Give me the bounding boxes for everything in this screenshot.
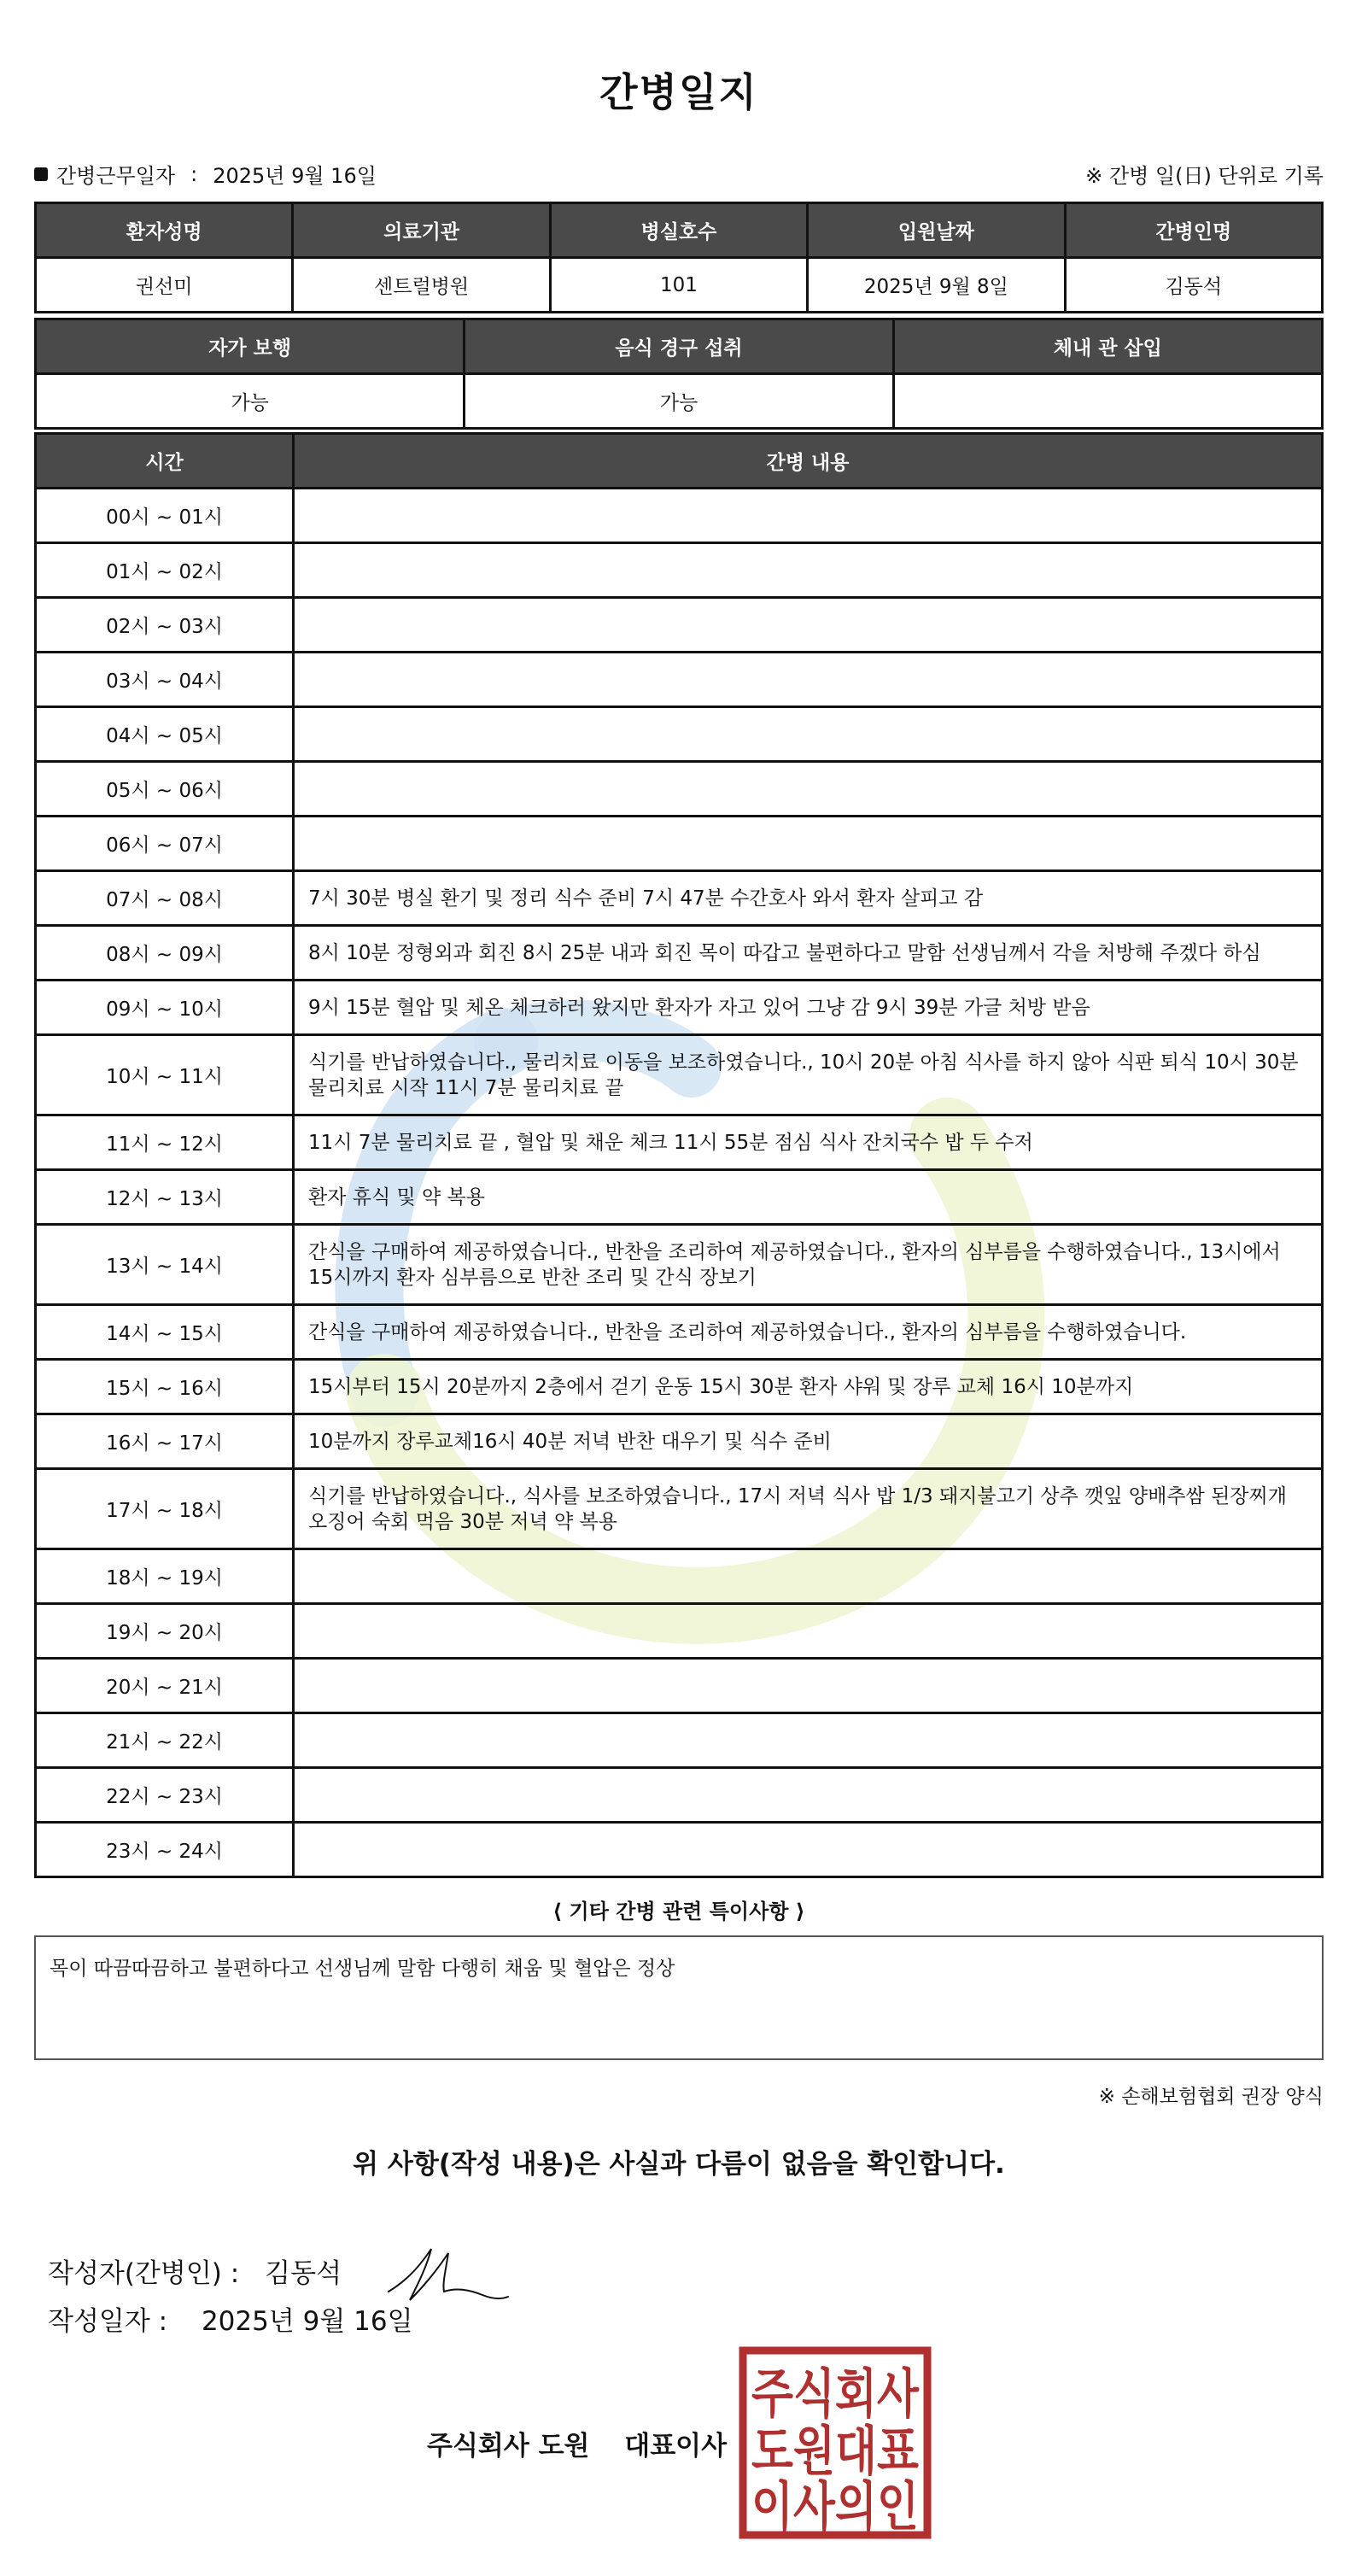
company-name: 주식회사 도원 <box>427 2431 590 2462</box>
table-row <box>36 762 1323 817</box>
care-content-cell <box>294 1659 1323 1713</box>
document-title: 간병일지 <box>599 69 758 115</box>
header-caregiver-name: 간병인명 <box>1065 203 1322 258</box>
care-content-cell <box>294 707 1323 762</box>
patient-status-table <box>34 318 1324 430</box>
header-time: 시간 <box>36 434 294 489</box>
care-content-cell: 식기를 반납하였습니다., 식사를 보조하였습니다., 17시 저녁 식사 밥 1/3 돼지불고기 상추 깻잎 양배추쌈 된장찌개 오징어 숙회 먹음 30분 저녁 약 복용 <box>294 1469 1323 1549</box>
work-date-value: 2025년 9월 16일 <box>213 164 377 188</box>
table-row <box>36 1170 1323 1225</box>
time-cell: 06시 ~ 07시 <box>36 817 294 871</box>
table-row <box>36 707 1323 762</box>
care-content-cell <box>294 1549 1323 1604</box>
care-content-cell <box>294 762 1323 817</box>
time-cell: 16시 ~ 17시 <box>36 1414 294 1469</box>
seal-line-1: 주식회사 <box>751 2362 920 2425</box>
care-content-cell: 식기를 반납하였습니다., 물리치료 이동을 보조하였습니다., 10시 20분 아침 식사를 하지 않아 식판 퇴식 10시 30분 물리치료 시작 11시 7분 물리치료 끝 <box>294 1035 1323 1115</box>
care-content-cell: 15시부터 15시 20분까지 2층에서 걷기 운동 15시 30분 환자 샤워 및 장루 교체 16시 10분까지 <box>294 1360 1323 1414</box>
table-row <box>36 1305 1323 1360</box>
header-room-number: 병실호수 <box>550 203 807 258</box>
care-content-cell: 11시 7분 물리치료 끝 , 혈압 및 채운 체크 11시 55분 점심 식사 잔치국수 밥 두 수저 <box>294 1115 1323 1170</box>
written-date-line <box>48 2299 413 2338</box>
time-cell: 07시 ~ 08시 <box>36 871 294 926</box>
care-content-cell <box>294 489 1323 543</box>
room-number-value: 101 <box>550 258 807 313</box>
self-walking-value: 가능 <box>36 374 465 429</box>
written-date-value: 2025년 9월 16일 <box>201 2306 413 2337</box>
care-content-cell: 간식을 구매하여 제공하였습니다., 반찬을 조리하여 제공하였습니다., 환자의 심부름을 수행하였습니다. <box>294 1305 1323 1360</box>
care-content-cell: 환자 휴식 및 약 복용 <box>294 1170 1323 1225</box>
care-content-cell <box>294 1713 1323 1768</box>
time-cell: 10시 ~ 11시 <box>36 1035 294 1115</box>
time-cell: 03시 ~ 04시 <box>36 653 294 707</box>
company-line <box>427 2424 727 2462</box>
patient-name-value: 권선미 <box>36 258 293 313</box>
table-row <box>36 543 1323 598</box>
company-seal-stamp <box>738 2345 932 2540</box>
table-row <box>36 1823 1323 1877</box>
daily-record-note: ※ 간병 일(日) 단위로 기록 <box>1085 164 1324 188</box>
table-row <box>36 1768 1323 1823</box>
remarks-box: 목이 따끔따끔하고 불편하다고 선생님께 말함 다행히 채움 및 혈압은 정상 <box>34 1935 1324 2060</box>
table-row <box>36 817 1323 871</box>
time-cell: 22시 ~ 23시 <box>36 1768 294 1823</box>
patient-info-header-row <box>36 203 1323 258</box>
time-cell: 17시 ~ 18시 <box>36 1469 294 1549</box>
square-bullet-icon <box>34 167 48 181</box>
header-tube-insertion: 체내 관 삽입 <box>893 319 1322 374</box>
form-source-note: ※ 손해보험협회 권장 양식 <box>1098 2086 1324 2108</box>
time-cell: 04시 ~ 05시 <box>36 707 294 762</box>
work-date-label: 간병근무일자 <box>56 164 176 188</box>
company-ceo-title: 대표이사 <box>624 2431 728 2462</box>
care-content-cell <box>294 1604 1323 1659</box>
remarks-title: ⟨ 기타 간병 관련 특이사항 ⟩ <box>552 1900 805 1923</box>
table-row <box>36 1414 1323 1469</box>
writer-label: 작성자(간병인) : <box>48 2257 240 2289</box>
care-content-cell: 간식을 구매하여 제공하였습니다., 반찬을 조리하여 제공하였습니다., 환자의 심부름을 수행하였습니다., 13시에서 15시까지 환자 심부름으로 반찬 조리 및 간식 장보기 <box>294 1225 1323 1305</box>
seal-line-2: 도원대표 <box>751 2420 920 2482</box>
patient-status-header-row <box>36 319 1323 374</box>
table-row <box>36 489 1323 543</box>
header-oral-intake: 음식 경구 섭취 <box>465 319 893 374</box>
table-row <box>36 1549 1323 1604</box>
signature-image <box>384 2232 512 2309</box>
hospital-value: 센트럴병원 <box>293 258 550 313</box>
time-cell: 14시 ~ 15시 <box>36 1305 294 1360</box>
table-row <box>36 1713 1323 1768</box>
header-hospital: 의료기관 <box>293 203 550 258</box>
writer-name: 김동석 <box>265 2257 342 2289</box>
time-cell: 11시 ~ 12시 <box>36 1115 294 1170</box>
time-cell: 21시 ~ 22시 <box>36 1713 294 1768</box>
work-date <box>34 159 377 189</box>
seal-line-3: 이사의인 <box>751 2475 919 2538</box>
table-row <box>36 1225 1323 1305</box>
patient-info-table <box>34 202 1324 313</box>
care-content-cell <box>294 598 1323 653</box>
table-row <box>36 598 1323 653</box>
care-content-cell <box>294 653 1323 707</box>
confirmation-statement: 위 사항(작성 내용)은 사실과 다름이 없음을 확인합니다. <box>353 2149 1005 2180</box>
time-cell: 01시 ~ 02시 <box>36 543 294 598</box>
care-content-cell: 7시 30분 병실 환기 및 정리 식수 준비 7시 47분 수간호사 와서 환자 살피고 감 <box>294 871 1323 926</box>
time-cell: 23시 ~ 24시 <box>36 1823 294 1877</box>
header-care-content: 간병 내용 <box>294 434 1323 489</box>
writer-line <box>48 2232 512 2309</box>
written-date-label: 작성일자 : <box>48 2306 168 2337</box>
header-self-walking: 자가 보행 <box>36 319 465 374</box>
table-row <box>36 1115 1323 1170</box>
patient-info-value-row <box>36 258 1323 313</box>
care-content-cell <box>294 1823 1323 1877</box>
time-cell: 18시 ~ 19시 <box>36 1549 294 1604</box>
time-cell: 20시 ~ 21시 <box>36 1659 294 1713</box>
caregiver-name-value: 김동석 <box>1065 258 1322 313</box>
care-log-table <box>34 432 1324 1878</box>
admission-date-value: 2025년 9월 8일 <box>808 258 1065 313</box>
time-cell: 09시 ~ 10시 <box>36 981 294 1035</box>
table-row <box>36 871 1323 926</box>
table-row <box>36 981 1323 1035</box>
oral-intake-value: 가능 <box>465 374 893 429</box>
care-content-cell <box>294 1768 1323 1823</box>
meta-row <box>34 159 1324 190</box>
care-content-cell <box>294 543 1323 598</box>
header-admission-date: 입원날짜 <box>808 203 1065 258</box>
care-content-cell: 9시 15분 혈압 및 체온 체크하러 왔지만 환자가 자고 있어 그냥 감 9시 39분 가글 처방 받음 <box>294 981 1323 1035</box>
header-patient-name: 환자성명 <box>36 203 293 258</box>
care-log-header-row <box>36 434 1323 489</box>
time-cell: 12시 ~ 13시 <box>36 1170 294 1225</box>
time-cell: 19시 ~ 20시 <box>36 1604 294 1659</box>
table-row <box>36 1035 1323 1115</box>
time-cell: 02시 ~ 03시 <box>36 598 294 653</box>
table-row <box>36 1469 1323 1549</box>
care-content-cell: 8시 10분 정형외과 회진 8시 25분 내과 회진 목이 따갑고 불편하다고 말함 선생님께서 각을 처방해 주겠다 하심 <box>294 926 1323 981</box>
time-cell: 00시 ~ 01시 <box>36 489 294 543</box>
time-cell: 13시 ~ 14시 <box>36 1225 294 1305</box>
time-cell: 08시 ~ 09시 <box>36 926 294 981</box>
care-content-cell: 10분까지 장루교체16시 40분 저녁 반찬 대우기 및 식수 준비 <box>294 1414 1323 1469</box>
table-row <box>36 1360 1323 1414</box>
time-cell: 05시 ~ 06시 <box>36 762 294 817</box>
table-row <box>36 1659 1323 1713</box>
work-date-separator: : <box>190 161 198 186</box>
table-row <box>36 926 1323 981</box>
table-row <box>36 653 1323 707</box>
patient-status-value-row <box>36 374 1323 429</box>
table-row <box>36 1604 1323 1659</box>
time-cell: 15시 ~ 16시 <box>36 1360 294 1414</box>
tube-insertion-value <box>893 374 1322 429</box>
care-content-cell <box>294 817 1323 871</box>
